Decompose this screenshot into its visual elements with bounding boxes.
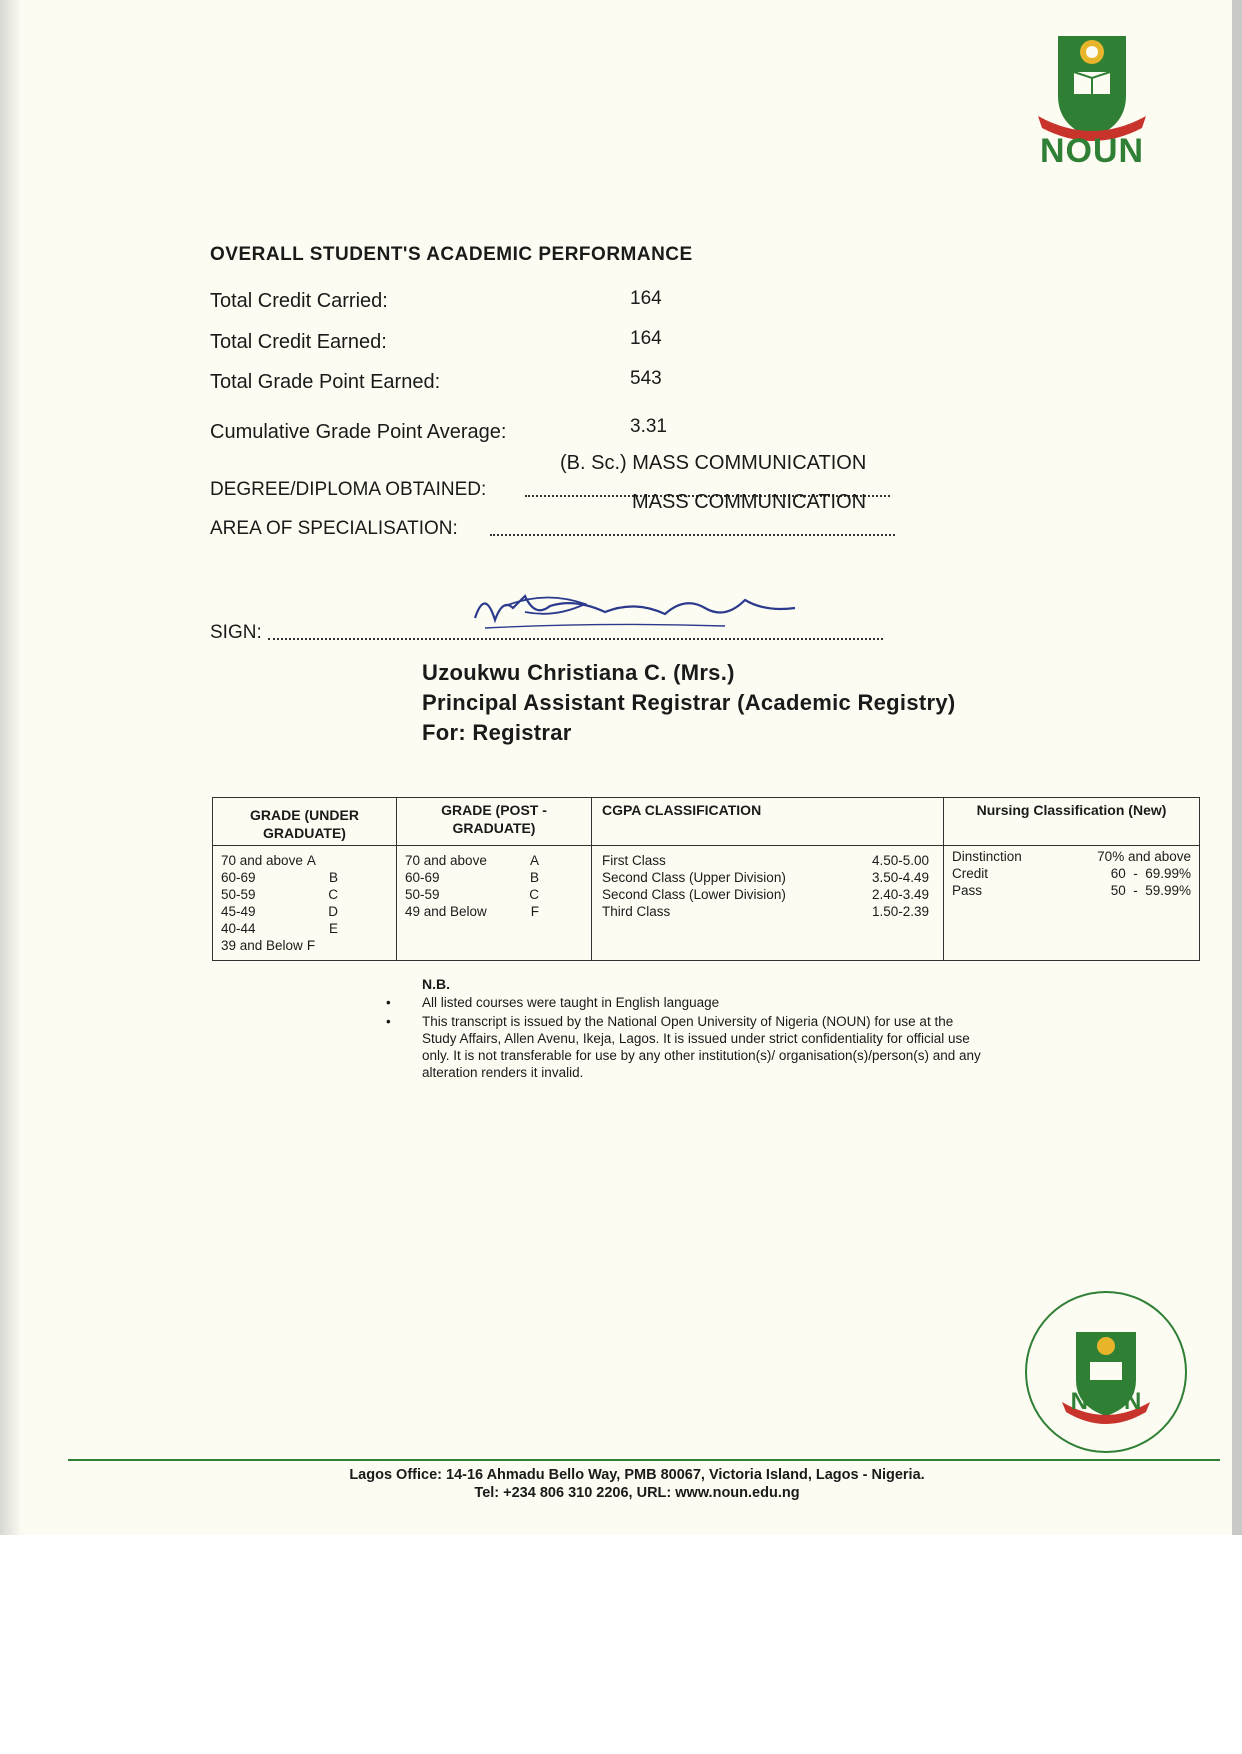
perf-value-cgpa: 3.31 (630, 416, 667, 437)
grading-table (212, 797, 1200, 961)
sign-dotted-line (268, 638, 883, 640)
perf-label-credit-earned: Total Credit Earned: (210, 331, 387, 353)
degree-label: DEGREE/DIPLOMA OBTAINED: (210, 479, 487, 500)
seal-emblem-icon (1022, 1288, 1190, 1456)
list-item: First Class 4.50-5.00 (602, 853, 929, 868)
signature-graphic (465, 578, 825, 638)
header-cgpa: CGPA CLASSIFICATION (592, 798, 944, 846)
footer-divider (68, 1459, 1220, 1461)
list-item: Second Class (Lower Division) 2.40-3.49 (602, 887, 929, 902)
list-item: • This transcript is issued by the National Open University of Nigeria (NOUN) for use at the Study Affairs, Allen Avenu, Ikeja, Lagos. It is issued under strict confidentiality for official use only. It is not transferable for use by any other institution(s)/ organisation(s)/person(s) and any alteration renders it invalid. (386, 1014, 981, 1080)
list-item: 60-69 B (405, 870, 539, 885)
performance-heading: OVERALL STUDENT'S ACADEMIC PERFORMANCE (210, 244, 693, 265)
signatory-for: For: Registrar (422, 720, 572, 745)
list-item: 40-44 E (221, 921, 338, 936)
header-nursing: Nursing Classification (New) (944, 798, 1200, 846)
list-item: Pass 50 - 59.99% (952, 883, 1191, 898)
noun-logo-text: NOUN (1039, 132, 1145, 170)
list-item: 39 and Below F (221, 938, 316, 953)
seal-text: NOUN (1070, 1388, 1142, 1415)
nursing-classification (944, 846, 1200, 961)
bullet-icon: • (386, 995, 391, 1010)
list-item: • All listed courses were taught in English language (386, 995, 720, 1010)
footer-address: Lagos Office: 14-16 Ahmadu Bello Way, PMB 80067, Victoria Island, Lagos - Nigeria. (349, 1467, 925, 1483)
sign-label: SIGN: (210, 622, 262, 643)
list-item: 49 and Below F (405, 904, 539, 919)
footer-contact: Tel: +234 806 310 2206, URL: www.noun.edu.ng (474, 1485, 800, 1501)
degree-value: (B. Sc.) MASS COMMUNICATION (560, 452, 867, 474)
signatory-name: Uzoukwu Christiana C. (Mrs.) (422, 660, 735, 685)
specialisation-dotted-line (490, 534, 895, 536)
list-item: 50-59 C (221, 887, 338, 902)
undergraduate-grades (213, 846, 397, 961)
perf-value-grade-point: 543 (630, 368, 662, 389)
notes-list (386, 994, 996, 1081)
header-postgraduate: GRADE (POST - GRADUATE) (397, 798, 592, 846)
specialisation-value: MASS COMMUNICATION (632, 491, 867, 513)
list-item: Credit 60 - 69.99% (952, 866, 1191, 881)
bullet-icon: • (386, 1014, 391, 1029)
postgraduate-grades (397, 846, 592, 961)
noun-crest-icon (1032, 28, 1152, 146)
perf-label-grade-point: Total Grade Point Earned: (210, 371, 441, 393)
notes-title: N.B. (422, 976, 450, 992)
list-item: Second Class (Upper Division) 3.50-4.49 (602, 870, 929, 885)
perf-label-credit-carried: Total Credit Carried: (210, 290, 388, 312)
list-item: 60-69 B (221, 870, 338, 885)
noun-seal (1022, 1288, 1190, 1456)
list-item: 50-59 C (405, 887, 539, 902)
list-item: 45-49 D (221, 904, 338, 919)
perf-label-cgpa: Cumulative Grade Point Average: (210, 421, 507, 443)
list-item: 70 and above A (221, 853, 316, 868)
signatory-title: Principal Assistant Registrar (Academic Registry) (422, 690, 956, 715)
header-undergraduate: GRADE (UNDER GRADUATE) (213, 798, 397, 846)
perf-value-credit-carried: 164 (630, 288, 662, 309)
specialisation-label: AREA OF SPECIALISATION: (210, 518, 458, 539)
list-item: Dinstinction 70% and above (952, 849, 1191, 864)
cgpa-classification (592, 846, 944, 961)
perf-value-credit-earned: 164 (630, 328, 662, 349)
list-item: 70 and above A (405, 853, 539, 868)
noun-logo (1032, 28, 1152, 173)
list-item: Third Class 1.50-2.39 (602, 904, 929, 919)
